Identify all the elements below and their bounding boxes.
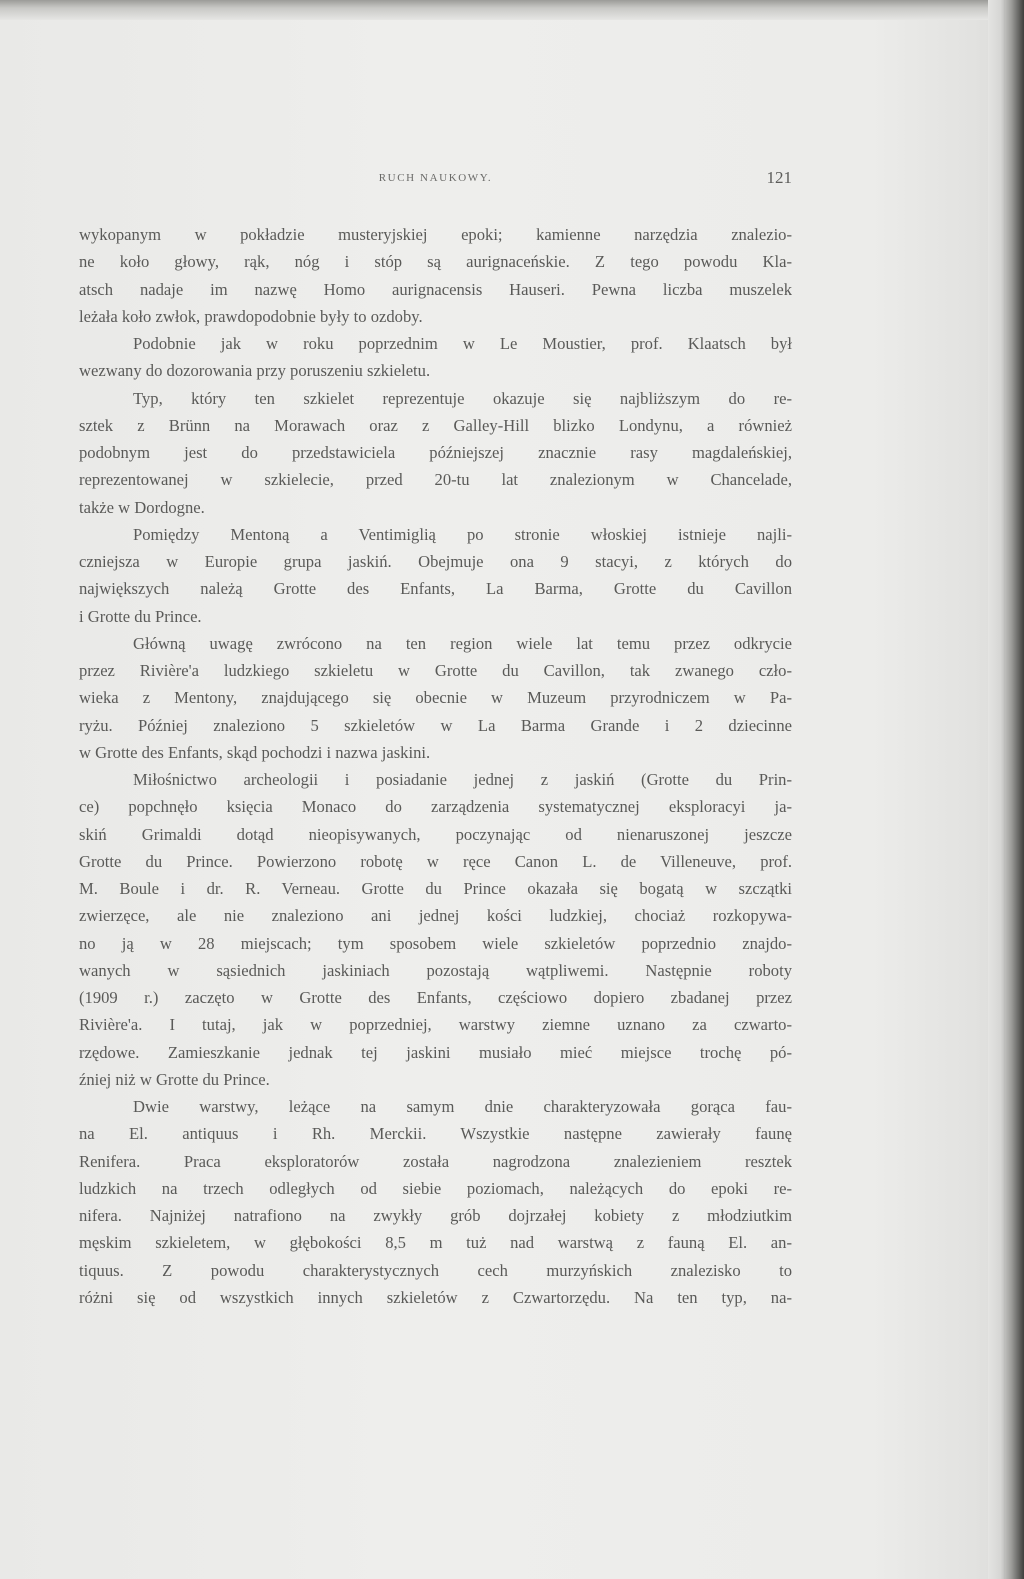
text-line: Typ, który ten szkielet reprezentuje okazuje się najbliższym do re- <box>133 388 792 408</box>
text-line: Grotte du Prince. Powierzono robotę w ręce Canon L. de Villeneuve, prof. <box>79 851 792 871</box>
text-line: w Grotte des Enfants, skąd pochodzi i nazwa jaskini. <box>79 742 431 762</box>
paragraph <box>79 766 792 1093</box>
text-line: Podobnie jak w roku poprzednim w Le Moustier, prof. Klaatsch był <box>133 334 792 353</box>
text-line: ryżu. Później znaleziono 5 szkieletów w La Barma Grande i 2 dziecinne <box>79 715 792 735</box>
body-text <box>79 221 792 1311</box>
text-line: największych należą Grotte des Enfants, La Barma, Grotte du Cavillon <box>79 579 792 599</box>
text-line: Dwie warstwy, leżące na samym dnie charakteryzowała gorąca fau- <box>133 1097 792 1116</box>
text-line: ce) popchnęło księcia Monaco do zarządzenia systematycznej eksploracyi ja- <box>79 797 792 817</box>
text-line: M. Boule i dr. R. Verneau. Grotte du Prince okazała się bogatą w szczątki <box>79 879 792 898</box>
text-line: przez Rivière'a ludzkiego szkieletu w Grotte du Cavillon, tak zwanego czło- <box>79 661 792 680</box>
text-line: reprezentowanej w szkielecie, przed 20-tu lat znalezionym w Chancelade, <box>79 470 792 490</box>
page-header <box>79 168 792 198</box>
text-line: ludzkich na trzech odległych od siebie poziomach, należących do epoki re- <box>79 1178 792 1198</box>
text-line: wanych w sąsiednich jaskiniach pozostają wątpliwemi. Następnie roboty <box>79 960 792 980</box>
text-line: i Grotte du Prince. <box>79 606 202 626</box>
paragraph <box>79 630 792 766</box>
text-line: na El. antiquus i Rh. Merckii. Wszystkie następne zawierały faunę <box>79 1124 792 1144</box>
text-line: nifera. Najniżej natrafiono na zwykły grób dojrzałej kobiety z młodziutkim <box>79 1206 792 1225</box>
text-line: Miłośnictwo archeologii i posiadanie jednej z jaskiń (Grotte du Prin- <box>133 770 792 789</box>
text-line: różni się od wszystkich innych szkieletów z Czwartorzędu. Na ten typ, na- <box>79 1287 792 1307</box>
text-line: wezwany do dozorowania przy poruszeniu szkieletu. <box>79 361 431 381</box>
paragraph <box>79 330 792 385</box>
page-number: 121 <box>766 168 792 187</box>
running-head: RUCH NAUKOWY. <box>378 172 493 184</box>
text-line: Pomiędzy Mentoną a Ventimiglią po stronie włoskiej istnieje najli- <box>133 524 792 544</box>
text-line: (1909 r.) zaczęto w Grotte des Enfants, częściowo dopiero zbadanej przez <box>79 988 792 1007</box>
text-line: no ją w 28 miejscach; tym sposobem wiele szkieletów poprzednio znajdo- <box>79 933 792 953</box>
book-binding-edge <box>988 0 1024 1579</box>
paragraph <box>79 385 792 521</box>
text-line: Rivière'a. I tutaj, jak w poprzedniej, warstwy ziemne uznano za czwarto- <box>79 1015 792 1035</box>
text-line: tiquus. Z powodu charakterystycznych cech murzyńskich znalezisko to <box>79 1260 792 1280</box>
text-line: wykopanym w pokładzie musteryjskiej epoki; kamienne narzędzia znalezio- <box>79 225 792 244</box>
text-line: zwierzęce, ale nie znaleziono ani jednej kości ludzkiej, chociaż rozkopywa- <box>79 906 792 926</box>
text-line: także w Dordogne. <box>79 497 205 517</box>
paragraph <box>79 1093 792 1311</box>
text-line: leżała koło zwłok, prawdopodobnie były to ozdoby. <box>79 306 423 326</box>
text-line: ne koło głowy, rąk, nóg i stóp są aurignaceńskie. Z tego powodu Kla- <box>79 252 792 272</box>
text-line: czniejsza w Europie grupa jaskiń. Obejmuje ona 9 stacyi, z których do <box>79 552 792 571</box>
text-line: Renifera. Praca eksploratorów została nagrodzona znalezieniem resztek <box>79 1151 792 1171</box>
text-line: podobnym jest do przedstawiciela późniejszej znacznie rasy magdaleńskiej, <box>79 443 792 462</box>
paragraph <box>79 521 792 630</box>
text-line: męskim szkieletem, w głębokości 8,5 m tuż nad warstwą z fauną El. an- <box>79 1233 792 1253</box>
text-line: sztek z Brünn na Morawach oraz z Galley-Hill blizko Londynu, a również <box>79 415 792 435</box>
text-line: Główną uwagę zwrócono na ten region wiele lat temu przez odkrycie <box>133 633 792 653</box>
page-top-edge-shadow <box>0 0 1024 20</box>
paragraph <box>79 221 792 330</box>
text-line: wieka z Mentony, znajdującego się obecnie w Muzeum przyrodniczem w Pa- <box>79 688 792 708</box>
text-line: atsch nadaje im nazwę Homo aurignacensis Hauseri. Pewna liczba muszelek <box>79 279 792 299</box>
text-line: rzędowe. Zamieszkanie jednak tej jaskini musiało mieć miejsce trochę pó- <box>79 1042 792 1062</box>
text-line: skiń Grimaldi dotąd nieopisywanych, poczynając od nienaruszonej jeszcze <box>79 824 792 844</box>
text-line: źniej niż w Grotte du Prince. <box>79 1069 270 1089</box>
